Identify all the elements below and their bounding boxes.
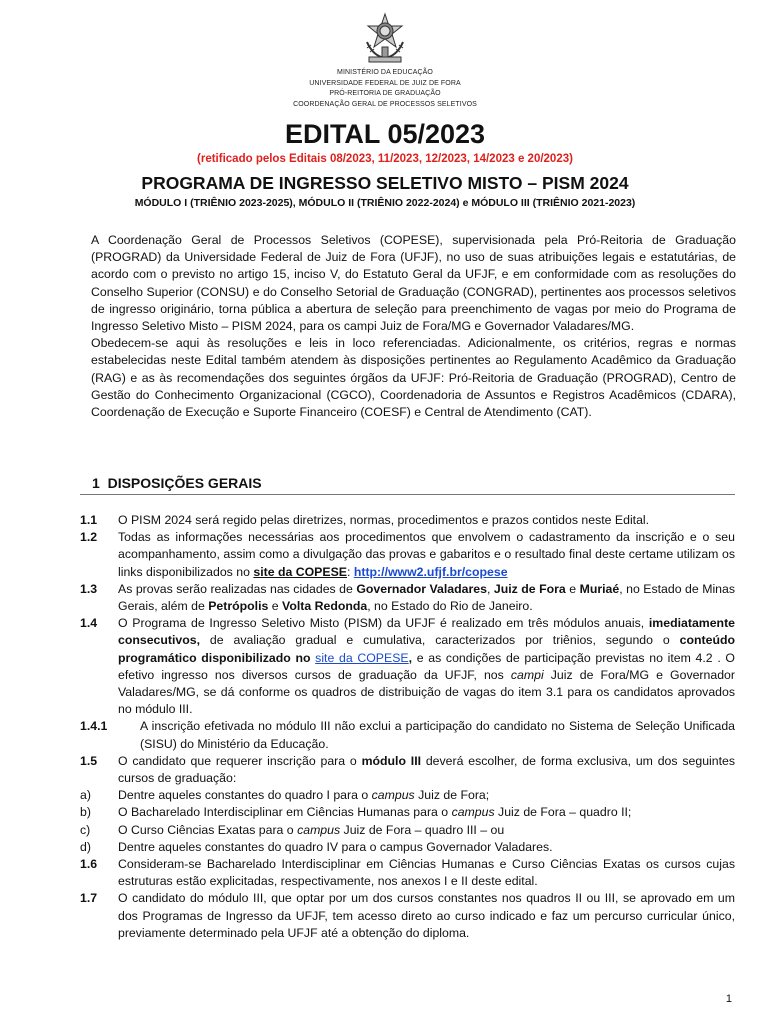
intro-text (91, 232, 736, 421)
copese-site-link-2[interactable]: site da COPESE (315, 650, 409, 665)
header-copese: COORDENAÇÃO GERAL DE PROCESSOS SELETIVOS (293, 100, 477, 108)
intro-paragraph-2: Obedecem-se aqui às resoluções e leis in loco referenciadas. Adicionalmente, os critérios, regras e normas estabelecidas neste Edital também atendem às disposições pertinentes ao Regulamento Acadêmico da Graduação (RAG) e as às recomendações dos seguintes órgãos da UFJF: Pró-Reitoria de Graduação (PROGRAD), Centro de Gestão do Conhecimento Organizacional (CGCO), Coordenadoria de Assuntos e Registros Acadêmicos (CDARA), Coordenação de Execução e Suporte Financeiro (COESF) e Central de Atendimento (CAT). (91, 336, 736, 420)
list-item-b: b) O Bacharelado Interdisciplinar em Ciências Humanas para o campus Juiz de Fora – quadro II; (80, 805, 632, 820)
item-1-2: 1.2 Todas as informações necessárias aos procedimentos que envolvem o cadastramento da inscrição e o seu acompanhamento, assim como a divulgação das provas e gabaritos e o resultado final deste certame utilizam os links disponibilizados no site da COPESE: http://www2.ufjf.br/copese (80, 530, 735, 579)
section-body (80, 512, 735, 942)
header-university: UNIVERSIDADE FEDERAL DE JUIZ DE FORA (309, 79, 461, 87)
header-prograd: PRÓ-REITORIA DE GRADUAÇÃO (329, 90, 441, 97)
item-1-4: 1.4 O Programa de Ingresso Seletivo Misto (PISM) da UFJF é realizado em três módulos anuais, imediatamente consecutivos, de avaliação gradual e cumulativa, caracterizados por triênios, segundo o conteúdo programático disponibilizado no site da COPESE, e as condições de participação previstas no item 4.2 . O efetivo ingresso nos diversos cursos de graduação da UFJF, nos campi Juiz de Fora/MG e Governador Valadares/MG, se dá conforme os quadros de distribuição de vagas do item 3.1 para os candidatos aprovados no módulo III. (80, 616, 735, 717)
item-1-4-1: 1.4.1 A inscrição efetivada no módulo III não exclui a participação do candidato no Sistema de Seleção Unificada (SISU) do Ministério da Educação. (80, 719, 735, 751)
item-1-3: 1.3 As provas serão realizadas nas cidades de Governador Valadares, Juiz de Fora e Muriaé, no Estado de Minas Gerais, além de Petrópolis e Volta Redonda, no Estado do Rio de Janeiro. (80, 581, 736, 614)
list-item-c: c) O Curso Ciências Exatas para o campus Juiz de Fora – quadro III – ou (80, 822, 505, 837)
item-1-1: 1.1 O PISM 2024 será regido pelas diretrizes, normas, procedimentos e prazos contidos neste Edital. (80, 513, 650, 527)
section-title: DISPOSIÇÕES GERAIS (107, 475, 262, 491)
item-1-5: 1.5 O candidato que requerer inscrição para o módulo III deverá escolher, de forma exclusiva, um dos seguintes cursos de graduação: (80, 753, 736, 786)
page-number: 1 (725, 993, 732, 1005)
brazil-coat-of-arms-icon (361, 12, 409, 64)
list-item-a: a) Dentre aqueles constantes do quadro I para o campus Juiz de Fora; (80, 788, 490, 803)
section-number: 1 (92, 475, 100, 491)
item-1-6: 1.6 Consideram-se Bacharelado Interdisciplinar em Ciências Humanas e Curso Ciências Exatas os cursos cujas estruturas estão explicitadas, respectivamente, nos anexos I e II deste edital. (80, 857, 735, 889)
page-title: EDITAL 05/2023 (284, 119, 486, 149)
copese-url-link[interactable]: http://www2.ufjf.br/copese (353, 564, 508, 579)
program-title: PROGRAMA DE INGRESSO SELETIVO MISTO – PISM 2024 (141, 173, 629, 193)
intro-paragraph-1: A Coordenação Geral de Processos Seletivos (COPESE), supervisionada pela Pró-Reitoria de Graduação (PROGRAD) da Universidade Federal de Juiz de Fora (UFJF), no uso de suas atribuições legais e estatutárias, de acordo com o previsto no artigo 15, inciso V, do Estatuto Geral da UFJF, e em conformidade com as resoluções do Conselho Superior (CONSU) e do Conselho Setorial de Graduação (CONGRAD), pertinentes aos processos seletivos de ingresso originário, torna pública a abertura de seleção para preenchimento de vagas por meio do Programa de Ingresso Seletivo Misto – PISM 2024, para os campi Juiz de Fora/MG e Governador Valadares/MG. (91, 233, 736, 334)
rectification-note: (retificado pelos Editais 08/2023, 11/2023, 12/2023, 14/2023 e 20/2023) (197, 153, 573, 165)
list-item-d: d) Dentre aqueles constantes do quadro IV para o campus Governador Valadares. (80, 839, 553, 854)
modules-subtitle: MÓDULO I (TRIÊNIO 2023-2025), MÓDULO II (TRIÊNIO 2022-2024) e MÓDULO III (TRIÊNIO 2021-2023) (134, 197, 636, 209)
item-1-7: 1.7 O candidato do módulo III, que optar por um dos cursos constantes nos quadros II ou III, se aprovado em um dos Programas de Ingresso da UFJF, tem acesso direto ao curso indicado e faz um percurso curricular único, previamente determinado pela UFJF até a obtenção do diploma. (80, 891, 735, 940)
copese-site-link[interactable]: site da COPESE (253, 564, 347, 579)
section-divider (80, 494, 735, 495)
header-ministry: MINISTÉRIO DA EDUCAÇÃO (337, 69, 433, 76)
section-heading (92, 475, 262, 491)
